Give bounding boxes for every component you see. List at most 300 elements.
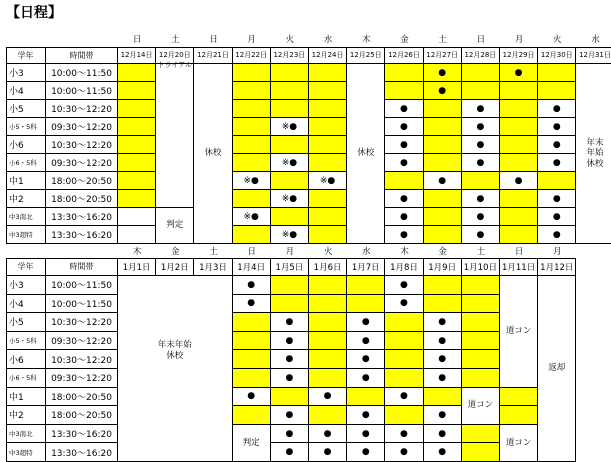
schedule-cell <box>385 406 423 425</box>
session-dot-mark: ● <box>400 391 408 402</box>
session-dot-mark: ● <box>438 372 447 383</box>
schedule-cell <box>385 313 423 332</box>
time-label: 10:00～11:50 <box>46 295 118 314</box>
merged-note <box>156 208 194 244</box>
grade-label: 小6 <box>6 350 46 369</box>
date-header: 1月6日 <box>309 258 347 276</box>
session-dot-mark: ● <box>438 447 447 458</box>
schedule-cell <box>271 100 309 118</box>
schedule-cell <box>424 136 462 154</box>
date-header: 12月22日 <box>233 47 271 64</box>
schedule-cell <box>500 82 538 100</box>
session-dot-mark: ● <box>247 298 256 309</box>
schedule-cell <box>233 332 271 351</box>
session-dot-mark: ● <box>552 193 561 204</box>
grade-label: 小6 <box>6 136 46 154</box>
schedule-cell <box>385 425 423 444</box>
schedule-cell <box>271 172 309 190</box>
schedule-cell <box>424 276 462 295</box>
note-text: 休校 <box>357 148 375 159</box>
weekday-label: 水 <box>362 246 371 257</box>
session-dot-mark: ● <box>438 409 447 420</box>
grade-label: 小5 <box>6 313 46 332</box>
schedule-cell <box>309 100 347 118</box>
merged-note <box>233 425 271 462</box>
weekday-label: 土 <box>476 246 486 257</box>
schedule-cell <box>424 369 462 388</box>
schedule-cell <box>385 276 423 295</box>
schedule-cell <box>462 443 500 462</box>
session-dot-mark: ● <box>285 428 294 439</box>
time-label: 10:30～12:20 <box>46 350 118 369</box>
schedule-cell <box>347 369 385 388</box>
weekday-label: 土 <box>438 34 447 45</box>
schedule-cell <box>538 118 576 136</box>
schedule-cell <box>385 136 423 154</box>
schedule-cell <box>271 208 309 226</box>
time-label: 10:00～11:50 <box>46 64 118 82</box>
date-header: 1月7日 <box>347 258 385 276</box>
weekday-label: 水 <box>323 34 333 45</box>
schedule-cell <box>424 100 462 118</box>
session-dot-mark: ● <box>285 447 294 458</box>
schedule-cell <box>309 443 347 462</box>
date-header: 12月20日 <box>156 47 194 64</box>
schedule-cell <box>538 172 576 190</box>
schedule-cell <box>309 332 347 351</box>
schedule-cell <box>347 350 385 369</box>
grade-label: 小6・5科 <box>6 154 46 172</box>
session-dot-mark: ● <box>400 279 408 290</box>
time-label: 18:00～20:50 <box>46 190 118 208</box>
session-dot-mark: ● <box>400 428 408 439</box>
session-dot-mark: ● <box>323 447 332 458</box>
schedule-cell <box>118 136 156 154</box>
schedule-cell <box>233 226 271 244</box>
weekday-label: 月 <box>285 246 295 257</box>
asterisk-session-mark: ※● <box>243 175 259 186</box>
note-text: 判定 <box>166 220 184 231</box>
merged-note <box>462 388 500 425</box>
schedule-cell <box>347 313 385 332</box>
schedule-cell <box>309 136 347 154</box>
grade-label: 中3南北 <box>6 208 46 226</box>
schedule-cell <box>462 118 500 136</box>
session-dot-mark: ● <box>285 372 294 383</box>
note-text: 年末 年始 休校 <box>586 137 604 169</box>
schedule-cell <box>271 443 309 462</box>
schedule-cell <box>385 118 423 136</box>
schedule-cell <box>424 118 462 136</box>
schedule-cell <box>118 190 156 208</box>
weekday-label: 月 <box>553 246 562 257</box>
schedule-cell <box>500 172 538 190</box>
session-dot-mark: ● <box>514 67 523 78</box>
time-label: 13:30～16:20 <box>46 443 118 462</box>
session-dot-mark: ● <box>400 447 408 458</box>
time-label: 09:30～12:20 <box>46 369 118 388</box>
schedule-cell <box>271 388 309 407</box>
date-header: 1月1日 <box>118 258 156 276</box>
schedule-cell <box>271 369 309 388</box>
schedule-cell <box>538 100 576 118</box>
weekday-label: 木 <box>400 246 409 257</box>
schedule-cell <box>462 369 500 388</box>
schedule-cell <box>538 190 576 208</box>
schedule-cell <box>538 136 576 154</box>
schedule-cell <box>462 208 500 226</box>
schedule-cell <box>271 190 309 208</box>
weekday-label: 金 <box>400 34 409 45</box>
schedule-cell <box>347 295 385 314</box>
weekday-label: 火 <box>323 246 333 257</box>
grade-label: 小5・5科 <box>6 332 46 351</box>
session-dot-mark: ● <box>552 121 561 132</box>
session-dot-mark: ● <box>323 391 332 402</box>
asterisk-session-mark: ※● <box>281 193 298 204</box>
weekday-label: 月 <box>514 34 524 45</box>
schedule-cell <box>385 443 423 462</box>
schedule-cell <box>233 313 271 332</box>
schedule-cell <box>233 388 271 407</box>
schedule-cell <box>462 190 500 208</box>
session-dot-mark: ● <box>400 211 408 222</box>
weekday-label: 木 <box>132 246 142 257</box>
schedule-cell <box>118 208 156 226</box>
date-header: 12月30日 <box>538 47 576 64</box>
merged-note <box>500 276 538 388</box>
schedule-cell <box>309 350 347 369</box>
schedule-cell <box>385 190 423 208</box>
schedule-cell <box>309 313 347 332</box>
schedule-cell <box>500 136 538 154</box>
schedule-cell <box>347 388 385 407</box>
schedule-cell <box>309 276 347 295</box>
schedule-cell <box>462 100 500 118</box>
weekday-label: 日 <box>476 34 486 45</box>
grade-label: 中3南北 <box>6 425 46 444</box>
schedule-cell <box>118 154 156 172</box>
schedule-cell <box>233 350 271 369</box>
schedule-cell <box>385 369 423 388</box>
session-dot-mark: ● <box>400 103 408 114</box>
schedule-cell <box>424 443 462 462</box>
note-text: 年末年始 休校 <box>157 339 192 361</box>
schedule-cell <box>233 136 271 154</box>
grade-label: 小5・5科 <box>6 118 46 136</box>
schedule-cell <box>500 100 538 118</box>
session-dot-mark: ● <box>438 354 447 365</box>
session-dot-mark: ● <box>476 139 485 150</box>
schedule-cell <box>424 226 462 244</box>
date-header: 12月24日 <box>309 47 347 64</box>
date-header: 12月21日 <box>194 47 232 64</box>
date-header: 1月11日 <box>500 258 538 276</box>
weekday-label: 金 <box>171 246 180 257</box>
schedule-cell <box>309 425 347 444</box>
schedule-cell <box>233 172 271 190</box>
weekday-label: 金 <box>438 246 447 257</box>
schedule-cell <box>462 425 500 444</box>
schedule-cell <box>500 208 538 226</box>
schedule-cell <box>309 154 347 172</box>
time-label: 09:30～12:20 <box>46 332 118 351</box>
weekday-label: 火 <box>285 34 295 45</box>
note-text: 休校 <box>204 148 222 159</box>
schedule-cell <box>118 64 156 82</box>
schedule-cell <box>424 295 462 314</box>
page-title: 【日程】 <box>6 5 62 21</box>
note-text: 判定 <box>242 437 260 448</box>
asterisk-session-mark: ※● <box>281 157 298 168</box>
note-text: トライアル <box>157 61 192 70</box>
schedule-cell <box>347 425 385 444</box>
schedule-cell <box>118 82 156 100</box>
session-dot-mark: ● <box>361 372 370 383</box>
schedule-cell <box>462 136 500 154</box>
date-header: 12月23日 <box>271 47 309 64</box>
schedule-cell <box>538 154 576 172</box>
schedule-cell <box>462 82 500 100</box>
date-header: 1月12日 <box>538 258 576 276</box>
session-dot-mark: ● <box>438 175 447 186</box>
schedule-cell <box>309 172 347 190</box>
schedule-cell <box>500 118 538 136</box>
time-label: 10:30～12:20 <box>46 313 118 332</box>
date-header: 12月26日 <box>385 47 423 64</box>
schedule-cell <box>462 350 500 369</box>
schedule-cell <box>385 332 423 351</box>
weekday-label: 日 <box>247 246 256 257</box>
schedule-cell <box>385 226 423 244</box>
date-header: 1月8日 <box>385 258 423 276</box>
session-dot-mark: ● <box>361 316 370 327</box>
weekday-label: 日 <box>514 246 524 257</box>
session-dot-mark: ● <box>514 175 523 186</box>
time-label: 18:00～20:50 <box>46 406 118 425</box>
schedule-cell <box>347 276 385 295</box>
schedule-cell <box>271 154 309 172</box>
schedule-cell <box>309 369 347 388</box>
schedule-cell <box>309 208 347 226</box>
schedule-cell <box>271 136 309 154</box>
schedule-cell <box>385 295 423 314</box>
grade-label: 中2 <box>6 190 46 208</box>
schedule-cell <box>424 208 462 226</box>
time-label: 10:00～11:50 <box>46 276 118 295</box>
asterisk-session-mark: ※● <box>319 175 336 186</box>
session-dot-mark: ● <box>285 335 294 346</box>
weekday-label: 土 <box>171 34 180 45</box>
session-dot-mark: ● <box>476 193 485 204</box>
schedule-cell <box>424 406 462 425</box>
schedule-cell <box>385 350 423 369</box>
schedule-cell <box>500 64 538 82</box>
weekday-label: 日 <box>209 34 218 45</box>
schedule-cell <box>271 64 309 82</box>
date-header: 1月5日 <box>271 258 309 276</box>
session-dot-mark: ● <box>285 409 294 420</box>
grade-label: 小6・5科 <box>6 369 46 388</box>
schedule-cell <box>385 172 423 190</box>
schedule-cell <box>309 190 347 208</box>
schedule-cell <box>462 64 500 82</box>
schedule-cell <box>424 154 462 172</box>
session-dot-mark: ● <box>361 354 370 365</box>
schedule-cell <box>462 276 500 295</box>
date-header: 1月9日 <box>424 258 462 276</box>
schedule-cell <box>347 332 385 351</box>
schedule-cell <box>385 64 423 82</box>
time-label: 13:30～16:20 <box>46 226 118 244</box>
session-dot-mark: ● <box>285 316 294 327</box>
schedule-cell <box>118 118 156 136</box>
schedule-cell <box>347 443 385 462</box>
grade-label: 小5 <box>6 100 46 118</box>
schedule-cell <box>309 118 347 136</box>
date-header: 1月10日 <box>462 258 500 276</box>
merged-note <box>156 61 194 208</box>
merged-note <box>576 64 611 244</box>
weekday-label: 木 <box>362 34 371 45</box>
grade-label: 小4 <box>6 295 46 314</box>
schedule-cell <box>385 82 423 100</box>
session-dot-mark: ● <box>438 316 447 327</box>
schedule-cell <box>309 226 347 244</box>
schedule-cell <box>233 100 271 118</box>
grade-label: 中1 <box>6 388 46 407</box>
date-header: 12月14日 <box>118 47 156 64</box>
session-dot-mark: ● <box>247 279 256 290</box>
time-header: 時間帯 <box>46 258 118 276</box>
grade-header: 学年 <box>6 47 46 64</box>
date-header: 12月29日 <box>500 47 538 64</box>
date-header: 12月25日 <box>347 47 385 64</box>
merged-note <box>500 425 538 462</box>
schedule-cell <box>500 154 538 172</box>
schedule-cell <box>233 406 271 425</box>
time-label: 13:30～16:20 <box>46 208 118 226</box>
session-dot-mark: ● <box>361 409 370 420</box>
schedule-cell <box>538 64 576 82</box>
schedule-cell <box>271 82 309 100</box>
weekday-label: 月 <box>247 34 256 45</box>
merged-note <box>538 276 576 462</box>
session-dot-mark: ● <box>323 428 332 439</box>
schedule-cell <box>271 425 309 444</box>
schedule-cell <box>500 190 538 208</box>
weekday-label: 水 <box>591 34 600 45</box>
session-dot-mark: ● <box>400 121 408 132</box>
schedule-cell <box>424 64 462 82</box>
schedule-cell <box>118 172 156 190</box>
grade-label: 中3超特 <box>6 226 46 244</box>
weekday-label: 火 <box>553 34 562 45</box>
session-dot-mark: ● <box>552 211 561 222</box>
session-dot-mark: ● <box>285 354 294 365</box>
schedule-cell <box>271 350 309 369</box>
schedule-cell <box>271 226 309 244</box>
session-dot-mark: ● <box>400 298 408 309</box>
schedule-cell <box>424 82 462 100</box>
session-dot-mark: ● <box>476 157 485 168</box>
session-dot-mark: ● <box>400 157 408 168</box>
session-dot-mark: ● <box>400 139 408 150</box>
time-label: 18:00～20:50 <box>46 388 118 407</box>
schedule-cell <box>462 332 500 351</box>
merged-note <box>347 64 385 244</box>
schedule-cell <box>309 64 347 82</box>
schedule-cell <box>500 406 538 425</box>
session-dot-mark: ● <box>552 139 561 150</box>
schedule-cell <box>233 154 271 172</box>
schedule-cell <box>385 154 423 172</box>
grade-label: 中3超特 <box>6 443 46 462</box>
grade-label: 中1 <box>6 172 46 190</box>
time-label: 10:00～11:50 <box>46 82 118 100</box>
session-dot-mark: ● <box>552 229 561 240</box>
merged-note <box>194 64 232 244</box>
grade-label: 小3 <box>6 64 46 82</box>
schedule-cell <box>309 406 347 425</box>
weekday-label: 土 <box>209 246 218 257</box>
schedule-cell <box>500 388 538 407</box>
session-dot-mark: ● <box>400 229 408 240</box>
schedule-cell <box>118 226 156 244</box>
schedule-cell <box>385 388 423 407</box>
schedule-cell <box>271 332 309 351</box>
date-header: 12月28日 <box>462 47 500 64</box>
asterisk-session-mark: ※● <box>281 229 298 240</box>
schedule-cell <box>271 295 309 314</box>
note-text: 道コン <box>505 437 532 448</box>
session-dot-mark: ● <box>400 193 408 204</box>
asterisk-session-mark: ※● <box>281 121 298 132</box>
session-dot-mark: ● <box>247 391 256 402</box>
schedule-cell <box>271 406 309 425</box>
date-header: 12月27日 <box>424 47 462 64</box>
merged-note <box>118 276 233 462</box>
time-label: 09:30～12:20 <box>46 154 118 172</box>
schedule-cell <box>424 350 462 369</box>
date-header: 1月3日 <box>194 258 232 276</box>
schedule-cell <box>271 276 309 295</box>
asterisk-session-mark: ※● <box>243 211 259 222</box>
date-header: 12月31日 <box>576 47 611 64</box>
schedule-cell <box>462 172 500 190</box>
grade-label: 小4 <box>6 82 46 100</box>
time-label: 10:30～12:20 <box>46 136 118 154</box>
session-dot-mark: ● <box>476 211 485 222</box>
schedule-cell <box>233 276 271 295</box>
session-dot-mark: ● <box>552 157 561 168</box>
time-label: 13:30～16:20 <box>46 425 118 444</box>
schedule-cell <box>233 118 271 136</box>
schedule-cell <box>309 82 347 100</box>
session-dot-mark: ● <box>438 335 447 346</box>
schedule-cell <box>424 172 462 190</box>
schedule-cell <box>424 388 462 407</box>
schedule-cell <box>309 388 347 407</box>
schedule-cell <box>233 208 271 226</box>
session-dot-mark: ● <box>476 229 485 240</box>
schedule-cell <box>462 313 500 332</box>
time-label: 10:30～12:20 <box>46 100 118 118</box>
session-dot-mark: ● <box>476 121 485 132</box>
time-header: 時間帯 <box>46 47 118 64</box>
session-dot-mark: ● <box>438 67 447 78</box>
session-dot-mark: ● <box>438 85 447 96</box>
